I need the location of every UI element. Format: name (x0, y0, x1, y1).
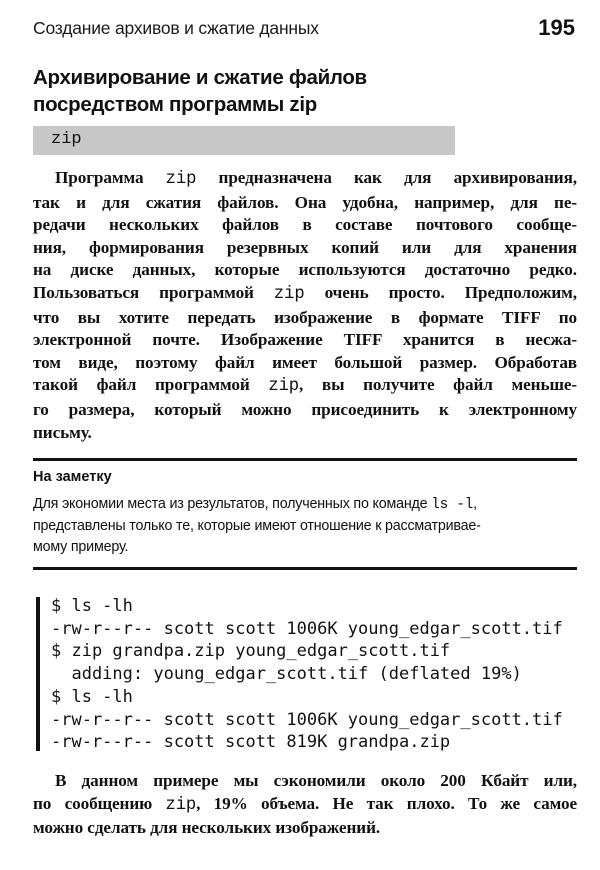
intro-text: что вы хотите передать изображение в формате TIFF по (33, 307, 577, 327)
intro-text: , вы получите файл меньше- (299, 375, 578, 395)
note-body (33, 494, 577, 558)
intro-line (33, 307, 577, 330)
intro-text: ния, формирования резервных копий или для хранения (33, 237, 577, 257)
section-title (33, 64, 553, 118)
intro-text: Программа (55, 168, 166, 187)
note-line-3: мому примеру. (33, 539, 129, 555)
inline-code-zip: zip (273, 284, 305, 304)
code-line: -rw-r--r-- scott scott 819K grandpa.zip (51, 732, 451, 753)
code-line: adding: young_edgar_scott.tif (deflated 19%) (51, 664, 522, 685)
intro-line (33, 282, 577, 307)
intro-line (33, 192, 577, 215)
intro-line (33, 399, 577, 422)
result-line-3: можно сделать для нескольких изображений. (33, 818, 381, 838)
code-line: -rw-r--r-- scott scott 1006K young_edgar_scott.tif (51, 618, 563, 639)
intro-line (33, 329, 577, 352)
code-line: $ ls -lh (51, 596, 133, 616)
note-title: На заметку (33, 469, 112, 485)
intro-text: редачи нескольких файлов в составе почтового сообще- (33, 215, 577, 235)
note-bottom-rule (33, 567, 577, 570)
result-paragraph (33, 770, 577, 840)
result-line-2: по сообщению zip, 19% объема. Не так плохо. То же самое (33, 793, 578, 815)
page-number: 195 (538, 15, 575, 40)
result-line-1: В данном примере мы сэкономили около 200 Кбайт или, (55, 771, 577, 790)
intro-line (33, 167, 577, 192)
chapter-title: Создание архивов и сжатие данных (33, 18, 319, 38)
running-header (33, 14, 575, 42)
intro-paragraph (33, 167, 577, 444)
note-inline-code: ls -l (431, 497, 474, 513)
section-title-line-1: Архивирование и сжатие файлов (33, 66, 367, 89)
inline-code-zip: zip (165, 170, 197, 189)
intro-text: письму. (33, 422, 92, 442)
code-listing-bar (36, 597, 40, 751)
note-line-1: Для экономии места из результатов, полученных по команде ls -l, (33, 496, 477, 513)
result-inline-code: zip (165, 795, 197, 815)
section-title-line-2: посредством программы zip (33, 93, 317, 116)
intro-line (33, 422, 577, 445)
note-line-2: представлены только те, которые имеют отношение к рассматривае- (33, 518, 481, 534)
intro-text: предназначена как для архивирования, (196, 168, 578, 187)
intro-line (33, 237, 577, 260)
intro-text: на диске данных, которые используются достаточно редко. (33, 260, 577, 280)
code-lines (51, 595, 563, 754)
intro-text: том виде, поэтому файл имеет большой размер. Обработав (33, 352, 577, 372)
intro-text: так и для сжатия файлов. Она удобна, например, для пе- (33, 192, 577, 212)
inline-code-zip: zip (268, 377, 300, 397)
code-listing (36, 595, 581, 755)
code-line: $ zip grandpa.zip young_edgar_scott.tif (51, 641, 451, 662)
intro-text: Пользоваться программой (33, 282, 274, 302)
intro-line (33, 352, 577, 375)
intro-line (33, 259, 577, 282)
code-line: -rw-r--r-- scott scott 1006K young_edgar_scott.tif (51, 709, 563, 730)
intro-line (33, 214, 577, 237)
intro-text: го размера, который можно присоединить к электронному (33, 399, 577, 419)
note-top-rule (33, 458, 577, 461)
command-syntax: zip (51, 130, 82, 149)
code-line: $ ls -lh (51, 686, 133, 707)
command-syntax-bar (33, 126, 455, 155)
intro-text: очень просто. Предположим, (304, 282, 577, 302)
intro-text: электронной почте. Изображение TIFF хранится в несжа- (33, 330, 577, 350)
intro-text: такой файл программой (33, 375, 269, 395)
intro-line (33, 374, 577, 399)
